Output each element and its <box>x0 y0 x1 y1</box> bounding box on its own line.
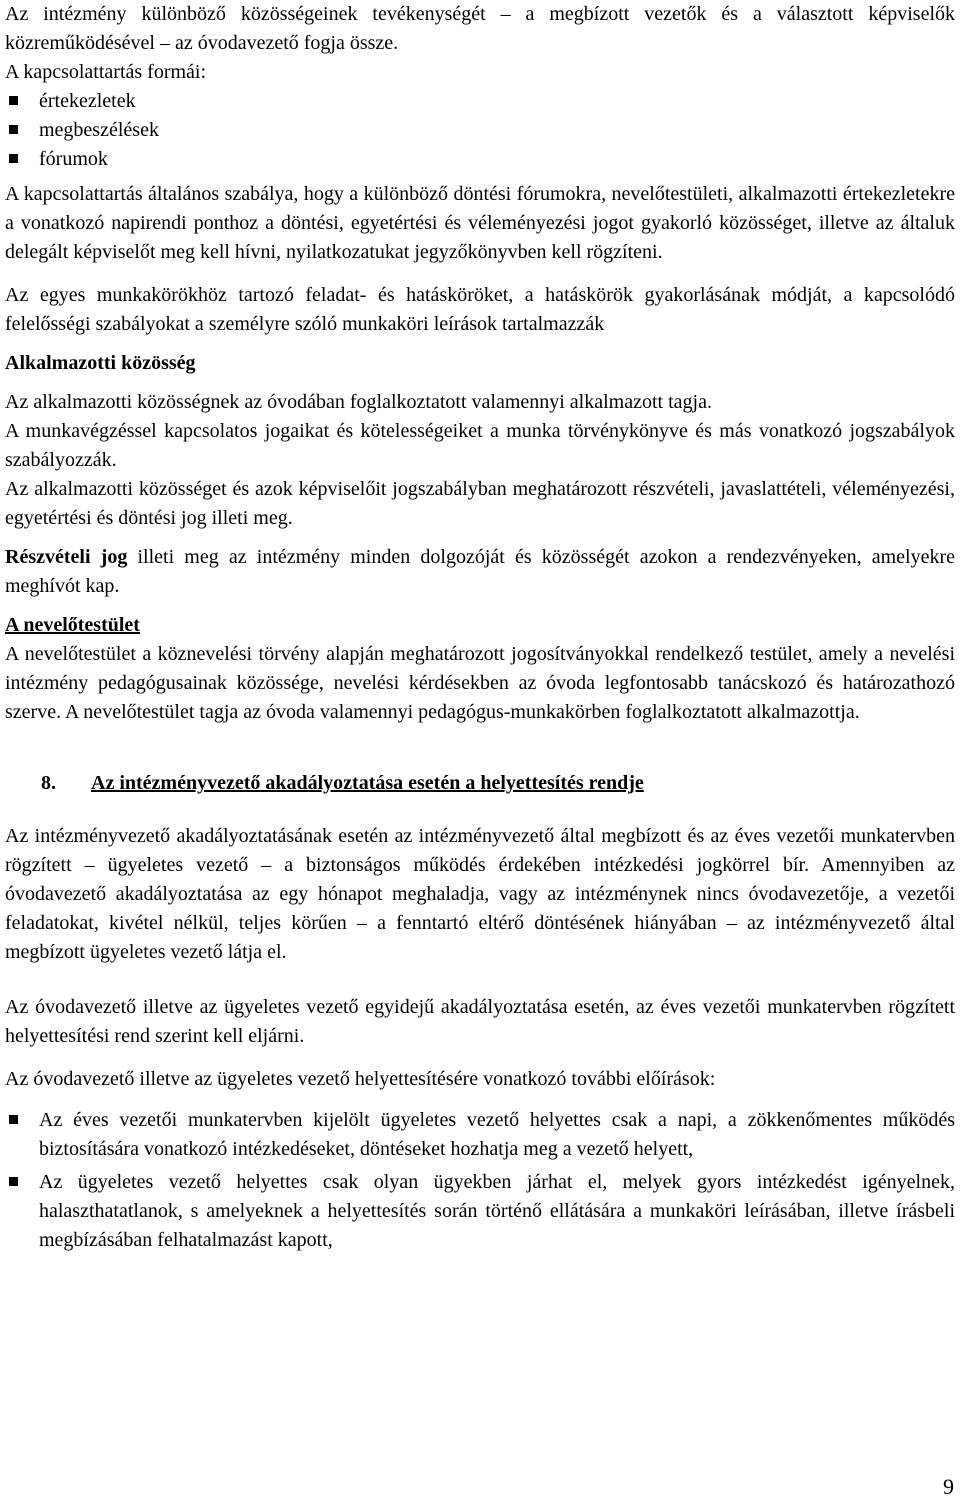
square-bullet-icon <box>9 96 18 105</box>
chapter-number: 8. <box>41 772 56 794</box>
document-page <box>5 0 955 1255</box>
list-item: Az éves vezetői munkatervben kijelölt ügyeletes vezető helyettes csak a napi, a zökkenőmentes működés biztosítására vonatkozó intézkedéseket, döntéseket hozhatja meg a vezető helyett, <box>5 1106 955 1164</box>
list-item: értekezletek <box>5 87 955 116</box>
section-heading-alkalmazotti: Alkalmazotti közösség <box>5 352 196 374</box>
contact-forms-list <box>5 87 955 174</box>
participation-right-term: Részvételi jog <box>5 546 128 568</box>
square-bullet-icon <box>9 154 18 163</box>
alkalmazotti-paragraph-3: Az alkalmazotti közösséget és azok képviselőit jogszabályban meghatározott részvételi, javaslattételi, véleményezési, egyetértési és döntési jog illeti meg. <box>5 478 955 529</box>
alkalmazotti-paragraph-1: Az alkalmazotti közösségnek az óvodában foglalkoztatott valamennyi alkalmazott tagja. <box>5 391 712 413</box>
list-item: Az ügyeletes vezető helyettes csak olyan ügyekben járhat el, melyek gyors intézkedést igényelnek, halaszthatatlanok, s amelyeknek a helyettesítés során történő ellátására a munkaköri leírásában, illetve írásbeli megbízásában felhatalmazást kapott, <box>5 1168 955 1255</box>
list-item: fórumok <box>5 145 955 174</box>
chapter-title: Az intézményvezető akadályoztatása esetén a helyettesítés rendje <box>91 772 644 794</box>
square-bullet-icon <box>9 125 18 134</box>
section8-paragraph-1: Az intézményvezető akadályoztatásának esetén az intézményvezető által megbízott és az éves vezetői munkatervben rögzített – ügyeletes vezető – a biztonságos működés érdekében intézkedési jogkörrel bír. Amennyiben az óvodavezető akadályoztatása az egy hónapot meghaladja, vagy az intézménynek nincs óvodavezetője, a vezetői feladatokat, kivétel nélkül, teljes körűen – a fenntartó eltérő döntésének hiányában – az intézményvezető által megbízott ügyeletes vezető látja el. <box>5 825 955 963</box>
section8-paragraph-3: Az óvodavezető illetve az ügyeletes vezető helyettesítésére vonatkozó további előírások: <box>5 1068 716 1090</box>
alkalmazotti-paragraph-4: Részvételi jog illeti meg az intézmény minden dolgozóját és közösségét azokon a rendezvényeken, amelyekre meghívót kap. <box>5 546 955 597</box>
intro-paragraph-2: A kapcsolattartás általános szabálya, hogy a különböző döntési fórumokra, nevelőtestületi, alkalmazotti értekezletekre a vonatkozó napirendi ponthoz a döntési, egyetértési és véleményezési jogot gyakorló közösséget, illetve az általuk delegált képviselőt meg kell hívni, nyilatkozatukat jegyzőkönyvben kell rögzíteni. <box>5 183 955 263</box>
list-item: megbeszélések <box>5 116 955 145</box>
square-bullet-icon <box>9 1177 18 1186</box>
section8-paragraph-2: Az óvodavezető illetve az ügyeletes vezető egyidejű akadályoztatása esetén, az éves vezetői munkatervben rögzített helyettesítési rend szerint kell eljárni. <box>5 996 955 1047</box>
contact-forms-label: A kapcsolattartás formái: <box>5 61 207 83</box>
substitution-rules-list <box>5 1106 955 1255</box>
chapter-heading-8 <box>41 769 955 798</box>
intro-paragraph-1: Az intézmény különböző közösségeinek tevékenységét – a megbízott vezetők és a választott képviselők közreműködésével – az óvodavezető fogja össze. <box>5 3 955 54</box>
page-number: 9 <box>943 1474 954 1499</box>
square-bullet-icon <box>9 1115 18 1124</box>
section-heading-nevelotestulet: A nevelőtestület <box>5 614 140 636</box>
alkalmazotti-paragraph-2: A munkavégzéssel kapcsolatos jogaikat és kötelességeiket a munka törvénykönyve és más vonatkozó jogszabályok szabályozzák. <box>5 420 955 471</box>
intro-paragraph-3: Az egyes munkakörökhöz tartozó feladat- és hatásköröket, a hatáskörök gyakorlásának módját, a kapcsolódó felelősségi szabályokat a személyre szóló munkaköri leírások tartalmazzák <box>5 284 955 335</box>
nevelotestulet-paragraph-1: A nevelőtestület a köznevelési törvény alapján meghatározott jogosítványokkal rendelkező testület, amely a nevelési intézmény pedagógusainak közössége, nevelési kérdésekben az óvoda legfontosabb tanácskozó és határozathozó szerve. A nevelőtestület tagja az óvoda valamennyi pedagógus-munkakörben foglalkoztatott alkalmazottja. <box>5 643 955 723</box>
